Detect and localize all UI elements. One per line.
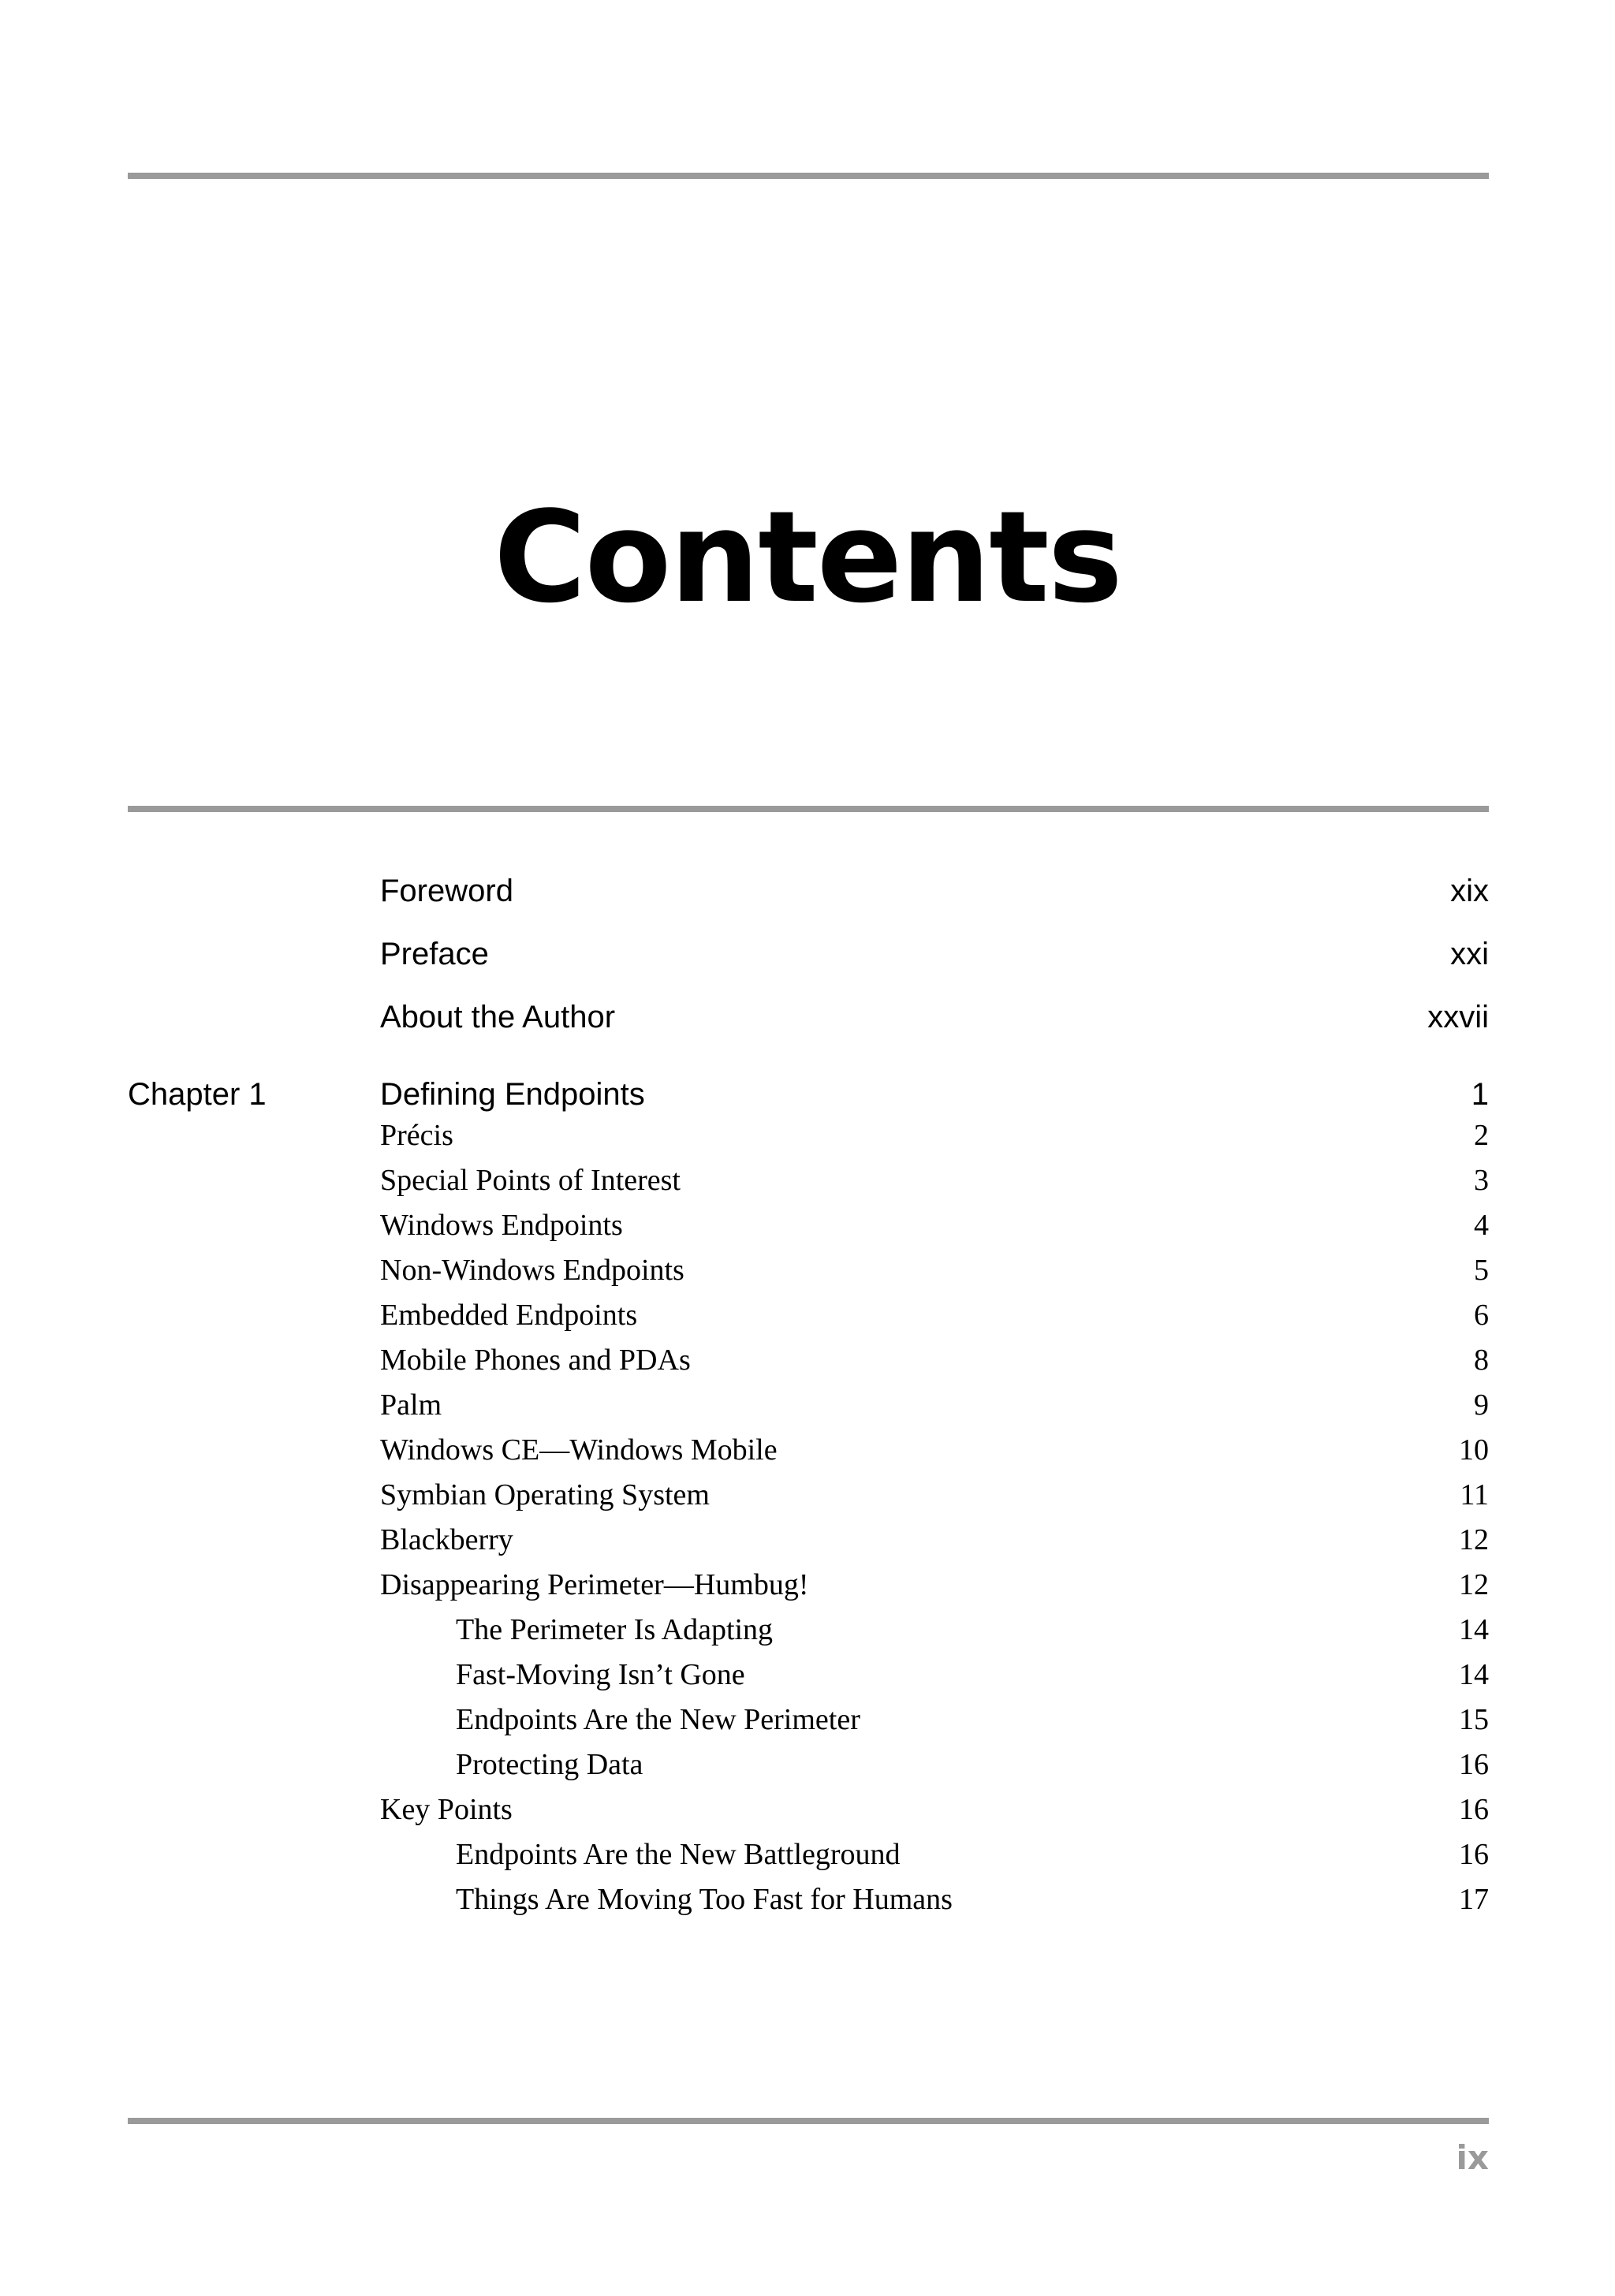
toc-entry-page: xxvii [1427, 1000, 1489, 1034]
toc-entry-page: xxi [1450, 937, 1489, 971]
toc-entry-title: Endpoints Are the New Battleground [456, 1838, 901, 1871]
toc-entry-page: 9 [1474, 1388, 1489, 1422]
toc-entry-title: Fast-Moving Isn’t Gone [456, 1658, 745, 1691]
toc-entry-page: 8 [1474, 1344, 1489, 1377]
toc-entry-title: The Perimeter Is Adapting [456, 1613, 774, 1646]
page-title: Contents [494, 483, 1121, 632]
toc-subentry [380, 1702, 1489, 1737]
toc-entry [380, 1298, 1489, 1332]
chapter-page: 1 [1471, 1077, 1489, 1112]
toc-entry [380, 1523, 1489, 1557]
toc-entry-page: 11 [1460, 1478, 1489, 1511]
toc-entry-page: xix [1450, 874, 1489, 908]
toc-subentry [380, 1747, 1489, 1782]
toc-entry-title: Key Points [380, 1793, 513, 1826]
toc-entry-page: 4 [1474, 1209, 1489, 1242]
toc-entry-page: 17 [1459, 1883, 1489, 1916]
toc-entry-page: 10 [1459, 1433, 1489, 1467]
toc-entry-title: Palm [380, 1388, 442, 1422]
toc-entry-title: Embedded Endpoints [380, 1299, 638, 1332]
toc-entry-title: Preface [380, 937, 489, 971]
toc-entry-title: Protecting Data [456, 1748, 643, 1781]
toc-entry-title: Non-Windows Endpoints [380, 1254, 684, 1287]
toc-entry-title: Windows Endpoints [380, 1209, 623, 1242]
toc-entry [380, 1478, 1489, 1512]
toc-entry [380, 1388, 1489, 1422]
toc-subentry [380, 1612, 1489, 1647]
toc-entry [380, 1253, 1489, 1288]
toc-subentry [380, 1882, 1489, 1917]
chapter-label: Chapter 1 [128, 1077, 267, 1112]
toc-entry [380, 1163, 1489, 1198]
toc-entry-page: 2 [1474, 1119, 1489, 1152]
toc-entry-title: Disappearing Perimeter—Humbug! [380, 1568, 809, 1601]
toc-entry-page: 15 [1459, 1703, 1489, 1736]
toc-entry-page: 14 [1459, 1658, 1489, 1691]
toc-entry-page: 12 [1459, 1568, 1489, 1601]
toc-entry-page: 16 [1459, 1838, 1489, 1871]
toc-entry-title: Symbian Operating System [380, 1478, 710, 1511]
toc-front-matter-item [380, 1000, 1489, 1035]
toc-entry-title: Blackberry [380, 1523, 513, 1556]
toc-front-matter-item [380, 937, 1489, 972]
toc-entry-page: 16 [1459, 1748, 1489, 1781]
toc-entry [380, 1792, 1489, 1827]
toc-entry-title: Special Points of Interest [380, 1164, 681, 1197]
toc-entry-title: Foreword [380, 874, 513, 908]
toc-entry-page: 16 [1459, 1793, 1489, 1826]
toc-entry-page: 14 [1459, 1613, 1489, 1646]
toc-front-matter-item [380, 874, 1489, 909]
toc-subentry [380, 1837, 1489, 1872]
toc-entry-title: Mobile Phones and PDAs [380, 1344, 691, 1377]
toc-entry [380, 1118, 1489, 1153]
toc-entry-page: 6 [1474, 1299, 1489, 1332]
bottom-rule [128, 2118, 1489, 2124]
toc-entry-title: About the Author [380, 1000, 616, 1034]
toc-entry-title: Précis [380, 1119, 453, 1152]
toc-entry-page: 3 [1474, 1164, 1489, 1197]
toc-chapter-heading [380, 1077, 1489, 1113]
toc-subentry [380, 1657, 1489, 1692]
toc-entry-title: Things Are Moving Too Fast for Humans [456, 1883, 953, 1916]
page-number: ix [1456, 2138, 1489, 2177]
chapter-title: Defining Endpoints [380, 1077, 645, 1112]
toc-entry [380, 1343, 1489, 1377]
middle-rule [128, 806, 1489, 812]
toc-entry-title: Endpoints Are the New Perimeter [456, 1703, 860, 1736]
toc-entry [380, 1208, 1489, 1243]
toc-entry-title: Windows CE—Windows Mobile [380, 1433, 778, 1467]
toc-entry [380, 1567, 1489, 1602]
toc-entry-page: 12 [1459, 1523, 1489, 1556]
top-rule [128, 173, 1489, 179]
toc-entry-page: 5 [1474, 1254, 1489, 1287]
toc-entry [380, 1433, 1489, 1467]
